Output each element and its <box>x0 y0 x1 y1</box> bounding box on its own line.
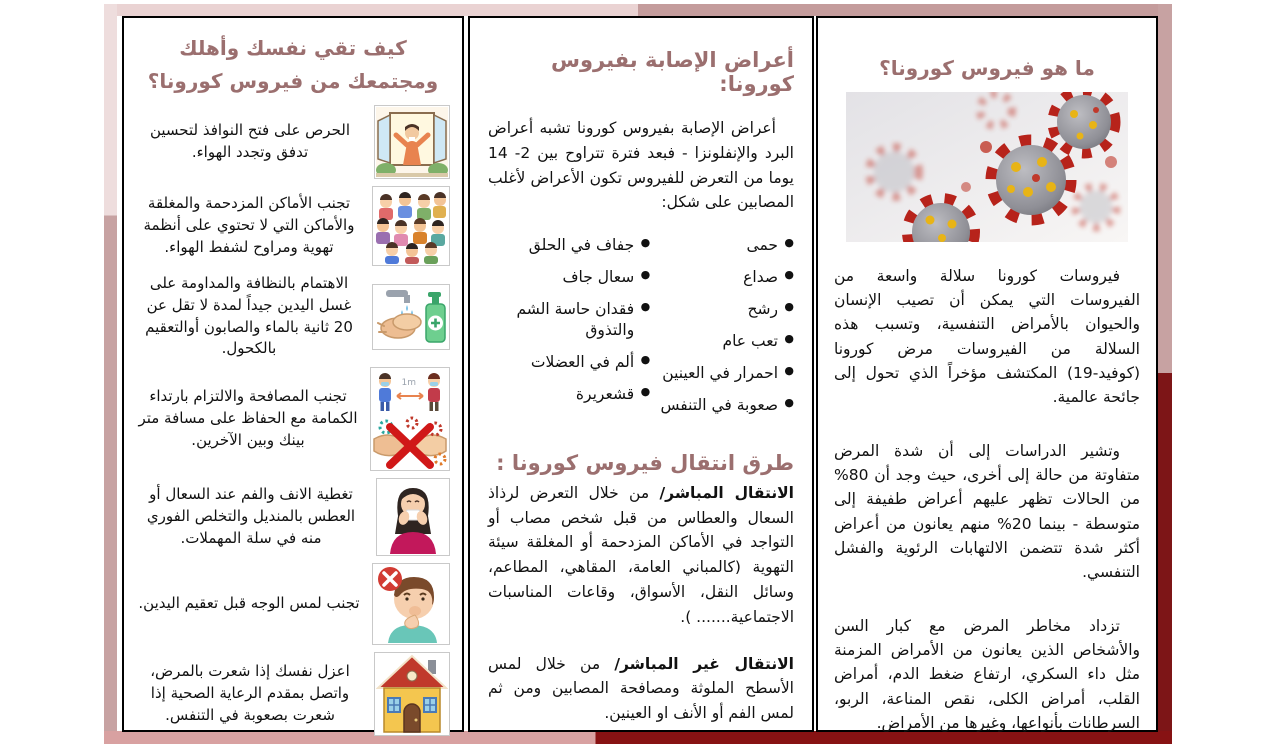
direct-transmission-text: من خلال التعرض لرذاذ السعال والعطاس من قبل شخص مصاب أو التواجد في الأماكن المزدحمة أو المغلقة سيئة التهوية (كالمباني العامة، المقاهي، المطاعم، وسائل النقل، الأسواق، وقاعات المناسبات الاجتماعية....... ). <box>488 483 794 626</box>
open-window-icon <box>374 105 450 179</box>
coronavirus-photo <box>846 92 1128 242</box>
protection-item <box>136 273 450 360</box>
protection-item <box>136 652 450 736</box>
symptoms-column-left <box>488 235 650 427</box>
symptom-item: ● فقدان حاسة الشم والتذوق <box>488 299 650 341</box>
protection-item-text: تجنب الأماكن المزدحمة والمغلقة والأماكن التي لا تحتوي على أنظمة تهوية ومراوح لشفط الهواء. <box>143 194 355 256</box>
protection-item-text: تجنب لمس الوجه قبل تعقيم اليدين. <box>138 594 360 613</box>
cover-sneeze-icon <box>376 478 450 556</box>
crowded-place-icon <box>372 186 450 266</box>
indirect-transmission-paragraph <box>488 652 794 726</box>
protection-title: كيف تقي نفسك وأهلك ومجتمعك من فيروس كورونا؟ <box>147 36 439 93</box>
frame-strip-left <box>104 4 117 734</box>
protection-item <box>136 186 450 266</box>
what-panel-title: ما هو فيروس كورونا؟ <box>879 56 1095 80</box>
panel-protection <box>122 16 464 732</box>
symptom-item: ● صداع <box>650 267 794 288</box>
panel-symptoms <box>468 16 814 732</box>
transmission-title: طرق انتقال فيروس كورونا : <box>496 450 794 475</box>
symptom-item: ● رشح <box>650 299 794 320</box>
symptoms-intro: أعراض الإصابة بفيروس كورونا تشبه أعراض البرد والإنفلونزا - فبعد فترة تتراوح بين 2- 14 يوما من التعرض للفيروس تكون الأعراض لأغلب المصابين على شكل: <box>488 119 794 212</box>
symptom-item: ● سعال جاف <box>488 267 650 288</box>
what-paragraph-1: فيروسات كورونا سلالة واسعة من الفيروسات التي يمكن أن تصيب الإنسان والحيوان بالأمراض التنفسية، وتسبب هذه السلالة من الفيروسات مرض كورونا (كوفيد-19) المكتشف مؤخراً الذي تحول إلى جائحة عالمية. <box>834 267 1140 406</box>
protection-item <box>136 478 450 556</box>
protection-item-text: الاهتمام بالنظافة والمداومة على غسل اليدين جيداً لمدة لا تقل عن 20 ثانية بالماء والصابون أوالتعقيم بالكحول. <box>145 274 353 358</box>
symptom-item: ● صعوبة في التنفس <box>650 395 794 416</box>
protection-item-text: تجنب المصافحة والالتزام بارتداء الكمامة مع الحفاظ على مسافة متر بينك وبين الآخرين. <box>138 387 358 449</box>
social-distance-no-handshake-icon <box>370 367 450 471</box>
frame-strip-right <box>1158 4 1172 742</box>
direct-transmission-paragraph <box>488 481 794 630</box>
protection-item <box>136 563 450 645</box>
frame-strip-top <box>104 4 1172 16</box>
symptom-item: ● احمرار في العينين <box>650 363 794 384</box>
protection-item-text: تغطية الانف والفم عند السعال أو العطس بالمنديل والتخلص الفوري منه في سلة المهملات. <box>146 485 356 547</box>
symptom-item: ● جفاف في الحلق <box>488 235 650 256</box>
svg-text:1m: 1m <box>401 378 416 388</box>
indirect-transmission-label: الانتقال غير المباشر/ <box>614 654 795 673</box>
protection-item-text: الحرص على فتح النوافذ لتحسين تدفق وتجدد الهواء. <box>149 121 351 161</box>
hand-washing-icon <box>372 284 450 350</box>
panel-what-is-corona <box>816 16 1158 732</box>
symptom-item: ● ألم في العضلات <box>488 352 650 373</box>
symptom-item: ● حمى <box>650 235 794 256</box>
indirect-transmission-text: من خلال لمس الأسطح الملوثة ومصافحة المصابين ومن ثم لمس الفم أو الأنف او العينين. <box>488 654 794 723</box>
symptom-item: ● تعب عام <box>650 331 794 352</box>
what-paragraph-2: وتشير الدراسات إلى أن شدة المرض متفاوتة من حالة إلى أخرى، حيث وجد أن 80% من الحالات تظهر عليهم أعراض طفيفة إلى متوسطة - بينما 20% منهم يعانون من أعراض أكثر شدة تتضمن الالتهابات الرئوية والفشل التنفسي. <box>834 442 1140 581</box>
what-paragraph-3: تزداد مخاطر المرض مع كبار السن والأشخاص الذين يعانون من الأمراض المزمنة مثل داء السكري، ارتفاع ضغط الدم، أمراض القلب، أمراض الكلى، نقص المناعة، الربو، السرطانات بأنواعها، وغيرها من الأمراض. <box>834 617 1140 732</box>
symptoms-title: أعراض الإصابة بفيروس كورونا: <box>551 48 794 96</box>
protection-item <box>136 367 450 471</box>
stay-home-icon <box>374 652 450 736</box>
no-face-touch-icon <box>372 563 450 645</box>
symptom-item: ● قشعريرة <box>488 384 650 405</box>
symptoms-column-right <box>650 235 794 427</box>
protection-item-text: اعزل نفسك إذا شعرت بالمرض، واتصل بمقدم الرعاية الصحية إذا شعرت بصعوبة في التنفس. <box>150 662 350 724</box>
symptoms-list <box>488 235 794 427</box>
direct-transmission-label: الانتقال المباشر/ <box>659 483 794 502</box>
protection-item <box>136 105 450 179</box>
